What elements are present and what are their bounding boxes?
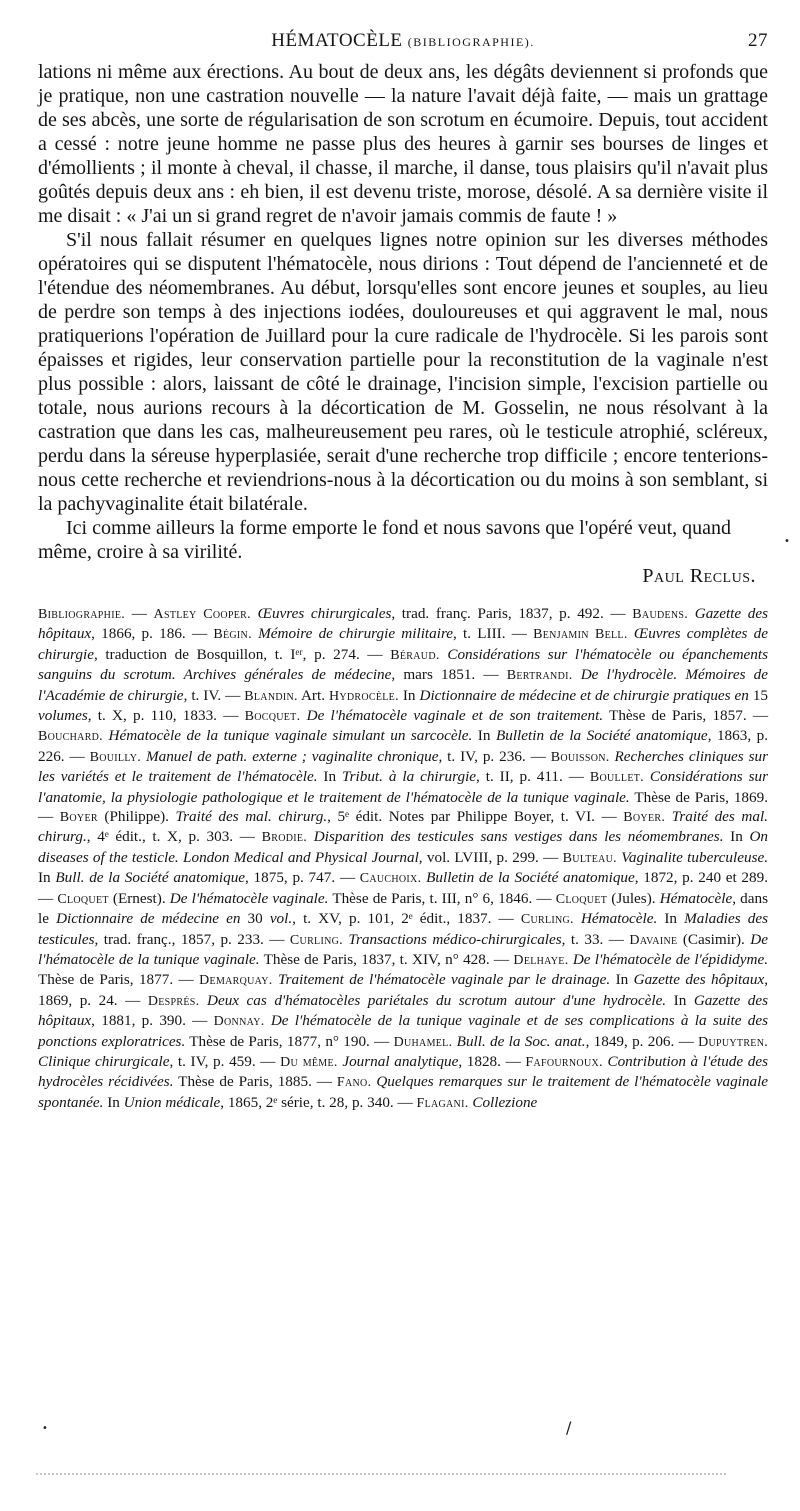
- bib-text: Thèse de Paris, t. III, n° 6, 1846. —: [328, 889, 556, 907]
- bib-author: Boullet.: [589, 770, 644, 786]
- bib-text: , 1881, p. 390. —: [91, 1012, 214, 1030]
- signature-line: [38, 564, 768, 588]
- bib-author: Dupuytren.: [698, 1034, 769, 1050]
- stray-mark-right: •: [784, 536, 790, 547]
- bib-author: Bégin.: [213, 627, 252, 643]
- bib-text: , t. IV. —: [183, 686, 245, 704]
- bib-author: Bibliographie.: [38, 607, 126, 622]
- bib-title: Traitement de l'hématocèle vaginale par le drainage.: [278, 971, 611, 989]
- paragraph-summary: S'il nous fallait résumer en quelques lignes notre opinion sur les diverses méthodes opératoires qui se disputent l'hématocèle, nous dirions : Tout dépend de l'ancienneté et de l'étendue des néomembranes. Au début, lorsqu'elles sont encore jeunes et souples, au lieu de perdre son temps à des injections iodées, douloureuses et qui aggravent le mal, nous pratiquerions l'opération de Juillard pour la cure radicale de l'hydrocèle. Si les parois sont épaisses et rigides, leur conservation partielle pour la reconstitution de la vaginale n'est plus possible : alors, laissant de côté le drainage, l'incision simple, l'excision partielle ou totale, nous aurions recours à la décortication de M. Gosselin, ne nous résolvant à la castration que dans les cas, malheureusement peu rares, où le testicule atrophié, scléreux, perdu dans la séreuse hyperplasiée, serait d'une recherche trop difficile ; encore tenterions-nous cette recherche et reviendrions-nous à la décortication ou du moins à son semblant, si la pachyvaginalite était bilatérale.: [38, 229, 768, 515]
- bib-title: Bull. de la Société anatomique: [55, 869, 246, 887]
- bib-title: Traité des mal. chirurg.: [38, 808, 768, 846]
- bib-text: , 1875, p. 747. —: [245, 869, 360, 887]
- bib-title: Bulletin de la Société anatomique: [495, 727, 708, 745]
- bib-title: Collezione: [472, 1093, 538, 1111]
- bib-title: Journal analytique: [342, 1052, 459, 1070]
- bib-title: Disparition des testicules sans vestiges dans les néomembranes.: [313, 828, 724, 846]
- bib-author: Boyer: [59, 810, 98, 826]
- running-title-main: HÉMATOCÈLE: [271, 30, 403, 51]
- bib-title: Traité des mal. chirurg.: [175, 808, 328, 826]
- bib-text: , dans le: [38, 889, 769, 928]
- bib-text: In: [723, 828, 750, 846]
- bib-text: [307, 828, 314, 845]
- bib-author: Brodie.: [261, 830, 308, 846]
- bib-text: (Casimir).: [677, 930, 751, 948]
- bib-author: Donnay.: [213, 1014, 265, 1030]
- bleed-through-line: [36, 1473, 726, 1477]
- bib-author: Bocquet.: [244, 709, 301, 725]
- bib-author: Delhaye.: [513, 952, 569, 968]
- bib-text: Art.: [297, 686, 329, 704]
- bib-text: (Ernest).: [108, 889, 170, 907]
- paragraph-closing: Ici comme ailleurs la forme emporte le fond et nous savons que l'opéré veut, quand même, croire à sa virilité.: [38, 517, 732, 563]
- bib-text: [688, 605, 695, 622]
- bib-title: De l'hématocèle vaginale.: [169, 889, 329, 907]
- bib-author: Fano.: [336, 1075, 372, 1091]
- page-number: 27: [748, 30, 768, 51]
- bib-title: Gazette des hôpitaux: [38, 991, 768, 1030]
- bib-text: [665, 808, 672, 825]
- bib-author: Davaine: [629, 932, 678, 948]
- bib-text: , 1869, p. 24. —: [38, 971, 769, 1009]
- bib-text: In: [398, 686, 420, 704]
- bib-title: Bulletin de la Société anatomique: [426, 869, 635, 887]
- bib-title: Hématocèle: [659, 889, 733, 907]
- bib-author: Després.: [147, 993, 200, 1009]
- bib-title: Gazette des hôpitaux: [633, 971, 765, 989]
- bib-text: , t. IV, p. 459. —: [169, 1052, 281, 1070]
- bib-author: Fafournoux.: [525, 1054, 603, 1070]
- bib-text: , traduction de Bosquillon, t. Iᵉʳ, p. 274. —: [93, 645, 391, 663]
- bib-text: 15: [748, 686, 769, 704]
- bib-text: 30: [240, 910, 270, 928]
- bib-text: In: [317, 768, 342, 786]
- bib-text: (Jules).: [607, 889, 660, 907]
- bib-text: , trad. franç. Paris, 1837, p. 492. —: [391, 605, 633, 622]
- bib-text: Thèse de Paris, 1869. —: [38, 788, 768, 826]
- bib-text: [573, 666, 581, 683]
- bib-title: Considérations sur l'anatomie, la physiologie pathologique et le traitement de l'hématocèle de la tunique vaginale.: [38, 768, 769, 806]
- stray-mark-dot: •: [42, 1423, 48, 1434]
- bib-author: Flagani.: [416, 1095, 469, 1111]
- bib-text: In: [657, 910, 685, 928]
- bib-title: De l'hématocèle de la tunique vaginale et de ses complications à la suite des ponctions exploratrices.: [38, 1012, 769, 1050]
- bib-text: , 4ᵉ édit., t. X, p. 303. —: [86, 828, 262, 846]
- bib-text: , 1872, p. 240 et 289. —: [38, 869, 769, 907]
- bib-text: In: [472, 727, 496, 745]
- bib-text: Thèse de Paris, 1877, n° 190. —: [185, 1032, 394, 1050]
- bib-text: [199, 992, 207, 1009]
- bib-author: Curling.: [520, 912, 574, 928]
- bib-text: , t. 33. —: [561, 930, 630, 948]
- bib-text: , mars 1851. —: [391, 666, 507, 684]
- page: [38, 30, 768, 1113]
- author-signature: Paul Reclus.: [642, 565, 756, 587]
- bib-text: [574, 910, 581, 927]
- stray-mark-slash: /: [566, 1418, 572, 1437]
- bib-text: , trad. franç., 1857, p. 233. —: [94, 930, 290, 948]
- bib-text: , t. X, p. 110, 1833. —: [87, 707, 245, 725]
- bib-author: Boyer.: [623, 810, 666, 826]
- bib-author: Benjamin Bell.: [533, 627, 628, 643]
- main-text: [38, 60, 768, 588]
- bib-author: Bouilly.: [89, 749, 142, 765]
- bib-author: Béraud.: [390, 647, 440, 663]
- bib-title: Tribut. à la chirurgie: [342, 768, 477, 786]
- bib-title: De l'hydrocèle. Mémoires de l'Académie de chirurgie: [38, 666, 768, 704]
- bib-title: Deux cas d'hématocèles pariétales du scrotum autour d'une hydrocèle.: [206, 991, 667, 1009]
- bib-author: Bertrandi.: [506, 668, 573, 684]
- bib-title: Œuvres chirurgicales: [257, 605, 392, 622]
- bib-text: , 1865, 2ᵉ série, t. 28, p. 340. —: [220, 1093, 417, 1111]
- bib-author: Cauchoix.: [359, 871, 422, 887]
- bib-title: Recherches cliniques sur les variétés et le traitement de l'hématocèle.: [38, 747, 769, 786]
- bib-title: Union médicale: [123, 1093, 221, 1111]
- bib-title: De l'hématocèle de la tunique vaginale.: [38, 930, 768, 968]
- bib-title: De l'hématocèle vaginale et de son traitement.: [306, 707, 604, 725]
- bib-author: Bouisson.: [550, 749, 610, 765]
- bib-text: —: [125, 605, 154, 622]
- bib-title: Clinique chirurgicale: [38, 1052, 170, 1070]
- bib-text: , t. XV, p. 101, 2ᵉ édit., 1837. —: [292, 910, 521, 928]
- bib-title: Mémoire de chirurgie militaire: [258, 625, 454, 643]
- bib-text: , 1863, p. 226. —: [38, 727, 769, 765]
- running-header: [38, 30, 768, 60]
- bib-title: Dictionnaire de médecine en: [56, 910, 241, 928]
- bib-author: Bulteau.: [562, 850, 617, 866]
- bib-author: Demarquay.: [199, 973, 273, 989]
- bib-text: In: [610, 971, 634, 989]
- bib-title: Hématocèle de la tunique vaginale simulant un sarcocèle.: [108, 727, 473, 745]
- bib-text: , 5ᵉ édit. Notes par Philippe Boyer, t. VI. —: [327, 808, 624, 826]
- bib-author: Hydrocèle.: [328, 688, 399, 704]
- bib-text: , t. IV, p. 236. —: [438, 747, 551, 765]
- bib-text: (Philippe).: [97, 808, 176, 826]
- bib-title: volumes: [38, 707, 88, 725]
- bib-author: Astley Cooper.: [153, 607, 251, 622]
- bib-text: , t. LIII. —: [453, 625, 534, 643]
- bib-title: Manuel de path. externe ; vaginalite chronique: [145, 747, 439, 765]
- paragraph-continued: lations ni même aux érections. Au bout de deux ans, les dégâts deviennent si profonds que je pratique, non une castration nouvelle — la nature l'avait déjà faite, — mais un grattage de ses abcès, une sorte de régularisation de son scrotum en écumoire. Depuis, tout accident a cessé : notre jeune homme ne passe plus des heures à garnir ses bourses de linges et d'émollients ; il monte à cheval, il chasse, il marche, il danse, tous plaisirs qu'il n'avait plus goûtés depuis deux ans : eh bien, il est devenu triste, morose, désolé. A sa dernière visite il me disait : « J'ai un si grand regret de n'avoir jamais commis de faute ! »: [38, 61, 768, 227]
- bib-title: Maladies des testicules: [38, 910, 769, 948]
- bib-text: Thèse de Paris, 1877. —: [38, 971, 200, 989]
- bib-title: Œuvres complètes de chirurgie: [38, 625, 769, 663]
- bibliography: [38, 604, 768, 1113]
- bib-text: In: [103, 1093, 124, 1111]
- bib-title: De l'hématocèle de l'épididyme.: [572, 950, 769, 968]
- bib-text: Thèse de Paris, 1837, t. XIV, n° 428. —: [259, 950, 514, 968]
- bib-title: vol.: [269, 910, 293, 928]
- bib-text: , 1866, p. 186. —: [91, 625, 214, 643]
- bib-author: Curling.: [289, 932, 343, 948]
- bib-text: , vol. LVIII, p. 299. —: [418, 848, 563, 866]
- bib-title: On diseases of the testicle. London Medical and Physical Journal: [38, 828, 769, 866]
- bib-text: , 1849, p. 206. —: [585, 1032, 699, 1050]
- bib-title: Dictionnaire de médecine et de chirurgie pratiques en: [419, 686, 749, 704]
- bib-text: In: [38, 869, 56, 887]
- bib-title: Hématocèle.: [580, 910, 658, 928]
- bib-author: Duhamel.: [393, 1034, 453, 1050]
- bib-author: Blandin.: [244, 688, 298, 704]
- bib-text: [251, 605, 258, 622]
- running-title-sub: (BIBLIOGRAPHIE).: [407, 35, 535, 49]
- bib-title: Gazette des hôpitaux: [38, 605, 769, 643]
- bib-text: In: [666, 991, 694, 1009]
- bib-title: Contribution à l'étude des hydrocèles récidivées.: [38, 1052, 769, 1091]
- bib-text: , 1828. —: [458, 1052, 526, 1070]
- bib-author: Baudens.: [632, 607, 689, 622]
- bib-text: Thèse de Paris, 1885. —: [173, 1073, 337, 1091]
- bib-text: Thèse de Paris, 1857. —: [603, 707, 769, 725]
- bib-title: Vaginalite tuberculeuse.: [621, 848, 769, 866]
- bib-title: Transactions médico-chirurgicales: [348, 930, 562, 948]
- running-title: [38, 30, 768, 52]
- bib-title: Considérations sur l'hématocèle ou épanchements sanguins du scrotum. Archives générales de médecine: [38, 645, 769, 684]
- bib-text: , t. II, p. 411. —: [476, 768, 590, 786]
- bib-author: Bouchard.: [38, 729, 103, 745]
- bib-author: Cloquet: [57, 891, 109, 907]
- bib-author: Du même.: [280, 1054, 338, 1070]
- bib-title: Bull. de la Soc. anat.: [456, 1032, 586, 1050]
- bib-author: Cloquet: [555, 891, 608, 907]
- bib-title: Quelques remarques sur le traitement de l'hématocèle vaginale spontanée.: [38, 1073, 769, 1111]
